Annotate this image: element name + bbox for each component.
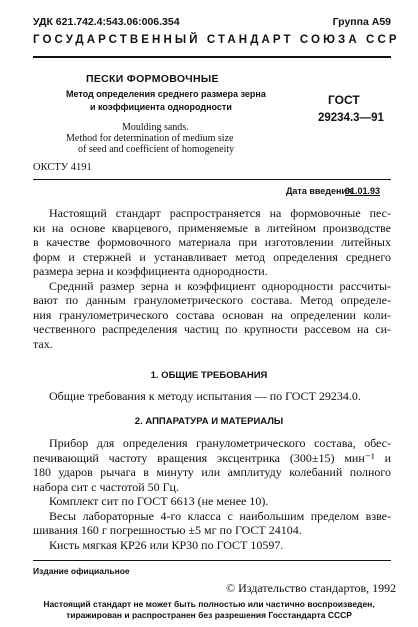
header-rule (33, 56, 391, 58)
intro-line: форм и стержней и устанавливает метод определения среднего (33, 249, 391, 264)
section-2-line: набора сит с частотой 50 Гц. (33, 479, 179, 494)
intro-line: размера зерна и коэффициента однородности. (33, 264, 268, 278)
intro-line: тах. (33, 336, 53, 351)
copyright: © Издательство стандартов, 1992 (226, 581, 397, 595)
intro-line: ния гранулометрического состава основан на определении коли- (33, 307, 391, 322)
reproduction-notice-line2: тиражирован и распространен без разрешения Госстандарта СССР (66, 610, 352, 620)
section-2-line: Кисть мягкая КР26 или КР30 по ГОСТ 10597. (49, 537, 284, 552)
section-2-line: печивающий частоту вращения эксцентрика (300±15) мин⁻¹ и (33, 450, 391, 465)
document-title: ПЕСКИ ФОРМОВОЧНЫЕ (86, 73, 219, 85)
official-edition: Издание официальное (33, 566, 130, 576)
udk-code: УДК 621.742.4:543.06:006.354 (33, 16, 180, 28)
section-1-heading: 1. ОБЩИЕ ТРЕБОВАНИЯ (150, 370, 268, 381)
reproduction-notice-line1: Настоящий стандарт не может быть полностью или частично воспроизведен, (43, 599, 375, 609)
title-block-rule (33, 179, 391, 180)
english-title-line2: Method for determination of medium size (66, 133, 234, 144)
intro-line: Настоящий стандарт распространяется на формовочные пес- (49, 206, 391, 220)
intro-line: в качестве формовочного материала при изготовлении литейных (33, 235, 391, 249)
gost-label: ГОСТ (328, 93, 360, 107)
intro-line: ки на основе кварцевого, применяемые в литейном производстве (33, 220, 391, 235)
group-code: Группа А59 (332, 16, 391, 28)
section-2-line: Прибор для определения гранулометрического состава, обес- (49, 436, 391, 450)
section-2-line: Комплект сит по ГОСТ 6613 (не менее 10). (49, 494, 269, 508)
section-2-line: Весы лабораторные 4-го класса с наибольшим пределом взве- (49, 508, 391, 523)
section-2-line: 180 ударов рычага в минуту или амплитуду колебаний полного (33, 465, 391, 479)
section-1-text: Общие требования к методу испытания — по ГОСТ 29234.0. (49, 389, 361, 403)
intro-date-label: Дата введения (286, 186, 353, 196)
section-2-line: шивания 160 г погрешностью ±5 мг по ГОСТ 24104. (33, 523, 302, 537)
intro-line: вают по данным гранулометрического состава. Метод определе- (33, 293, 391, 307)
english-title-line3: of seed and coefficient of homogeneity (78, 144, 235, 155)
gost-number: 29234.3—91 (318, 112, 384, 124)
document-subtitle-line2: и коэффициента однородности (90, 102, 232, 112)
intro-line: чественного распределения частиц по крупности рассевом на си- (33, 322, 391, 336)
okstu-code: ОКСТУ 4191 (33, 162, 92, 173)
intro-line: Средний размер зерна и коэффициент однородности рассчиты- (49, 278, 391, 293)
standard-banner: ГОСУДАРСТВЕННЫЙ СТАНДАРТ СОЮЗА ССР (33, 34, 400, 46)
intro-date-value: 01.01.93 (345, 186, 381, 196)
section-2-heading: 2. АППАРАТУРА И МАТЕРИАЛЫ (134, 416, 284, 427)
document-subtitle-line1: Метод определения среднего размера зерна (66, 89, 266, 99)
footer-rule (33, 560, 391, 561)
english-title-line1: Moulding sands. (122, 122, 189, 133)
